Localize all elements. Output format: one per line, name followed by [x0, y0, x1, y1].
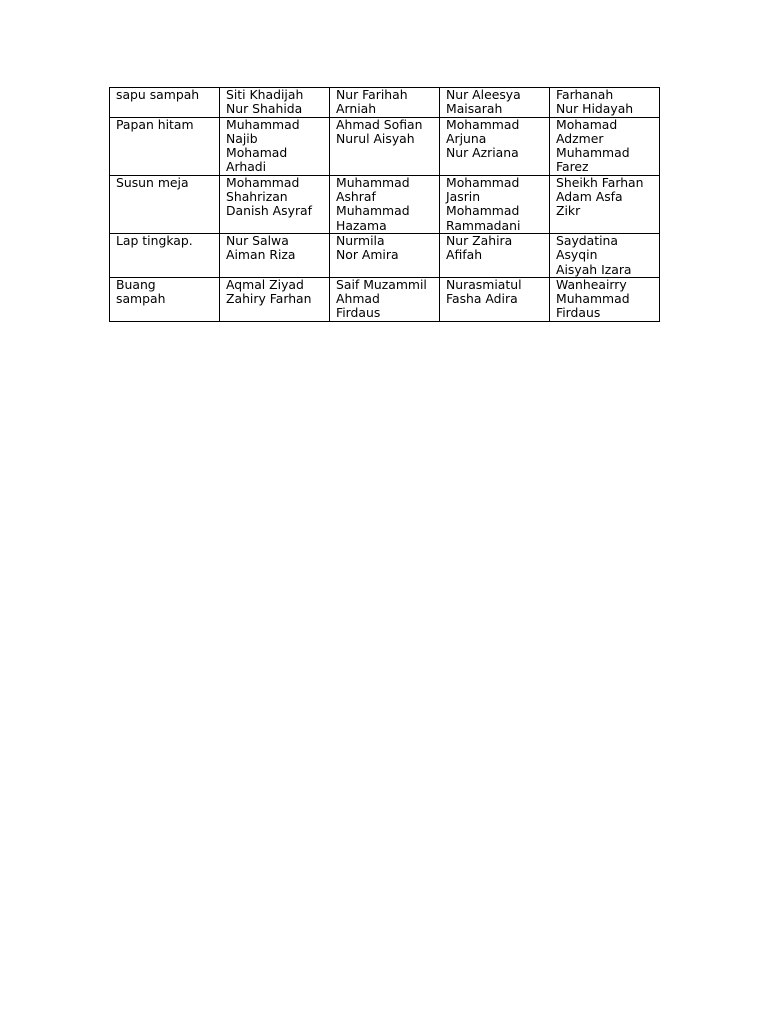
member-cell — [330, 233, 440, 277]
member-name: Zikr — [556, 203, 581, 219]
member-name: Firdaus — [336, 305, 381, 321]
member-name: Shahrizan — [226, 189, 288, 205]
duty-roster-table — [109, 87, 660, 322]
task-cell — [110, 88, 220, 118]
member-name: Nur Shahida — [226, 101, 303, 117]
task-label: sapu sampah — [116, 87, 200, 102]
member-name: Nur Azriana — [446, 145, 519, 161]
member-name: Nur Salwa — [226, 233, 289, 248]
member-cell — [220, 88, 330, 118]
member-name: Aqmal Ziyad — [226, 277, 304, 292]
task-label: Susun meja — [116, 175, 189, 190]
task-label: Buang — [116, 277, 156, 292]
member-name: Adzmer — [556, 130, 604, 146]
member-name: Nurasmiatul — [446, 277, 522, 292]
member-name: Farez — [556, 159, 589, 175]
member-cell — [330, 175, 440, 233]
member-cell — [330, 117, 440, 175]
member-name: Aiman Riza — [226, 247, 296, 263]
member-name: Muhammad — [556, 145, 630, 161]
member-name: Sheikh Farhan — [556, 175, 644, 190]
member-name: Nur Zahira — [446, 233, 513, 248]
member-cell — [550, 88, 660, 118]
task-cell — [110, 175, 220, 233]
task-label: sampah — [116, 291, 166, 307]
member-name: Hazama — [336, 217, 387, 233]
member-name: Ashraf — [336, 189, 376, 205]
member-name: Mohammad — [226, 175, 300, 190]
member-cell — [550, 233, 660, 277]
member-name: Arhadi — [226, 159, 267, 175]
member-name: Arjuna — [446, 130, 487, 146]
member-name: Najib — [226, 130, 258, 146]
member-name: Muhammad — [336, 203, 410, 219]
member-cell — [330, 88, 440, 118]
task-cell — [110, 277, 220, 321]
member-name: Jasrin — [446, 189, 481, 205]
member-cell — [220, 175, 330, 233]
member-name: Mohamad — [556, 117, 618, 132]
member-name: Adam Asfa — [556, 189, 623, 205]
member-name: Siti Khadijah — [226, 87, 304, 102]
member-cell — [220, 233, 330, 277]
member-name: Afifah — [446, 247, 483, 263]
member-name: Ahmad Sofian — [336, 117, 423, 132]
member-cell — [330, 277, 440, 321]
member-name: Ahmad — [336, 291, 380, 307]
member-cell — [220, 277, 330, 321]
member-name: Nur Farihah — [336, 87, 408, 102]
member-cell — [440, 277, 550, 321]
member-name: Mohammad — [446, 203, 520, 219]
member-name: Mohammad — [446, 175, 520, 190]
member-cell — [440, 88, 550, 118]
member-name: Zahiry Farhan — [226, 291, 312, 307]
member-name: Saydatina — [556, 233, 618, 248]
member-name: Mohamad — [226, 145, 288, 161]
member-name: Nurmila — [336, 233, 385, 248]
member-cell — [440, 175, 550, 233]
member-name: Muhammad — [556, 291, 630, 307]
member-name: Nur Hidayah — [556, 101, 634, 117]
member-name: Aisyah Izara — [556, 261, 632, 277]
member-name: Saif Muzammil — [336, 277, 427, 292]
member-name: Wanheairry — [556, 277, 627, 292]
member-name: Asyqin — [556, 247, 598, 263]
member-name: Rammadani — [446, 217, 521, 233]
table-row — [110, 117, 660, 175]
member-name: Maisarah — [446, 101, 503, 117]
task-cell — [110, 117, 220, 175]
task-label: Lap tingkap. — [116, 233, 193, 248]
member-cell — [550, 175, 660, 233]
member-cell — [550, 277, 660, 321]
member-name: Nur Aleesya — [446, 87, 521, 102]
member-name: Muhammad — [226, 117, 300, 132]
member-name: Nor Amira — [336, 247, 399, 263]
member-name: Danish Asyraf — [226, 203, 312, 219]
table-row — [110, 233, 660, 277]
task-label: Papan hitam — [116, 117, 194, 132]
table-row — [110, 277, 660, 321]
member-name: Muhammad — [336, 175, 410, 190]
member-name: Firdaus — [556, 305, 601, 321]
member-name: Fasha Adira — [446, 291, 518, 307]
table-row — [110, 88, 660, 118]
member-cell — [220, 117, 330, 175]
member-name: Farhanah — [556, 87, 614, 102]
member-name: Arniah — [336, 101, 377, 117]
member-cell — [440, 117, 550, 175]
member-name: Nurul Aisyah — [336, 130, 415, 146]
member-cell — [440, 233, 550, 277]
table-row — [110, 175, 660, 233]
task-cell — [110, 233, 220, 277]
member-cell — [550, 117, 660, 175]
member-name: Mohammad — [446, 117, 520, 132]
